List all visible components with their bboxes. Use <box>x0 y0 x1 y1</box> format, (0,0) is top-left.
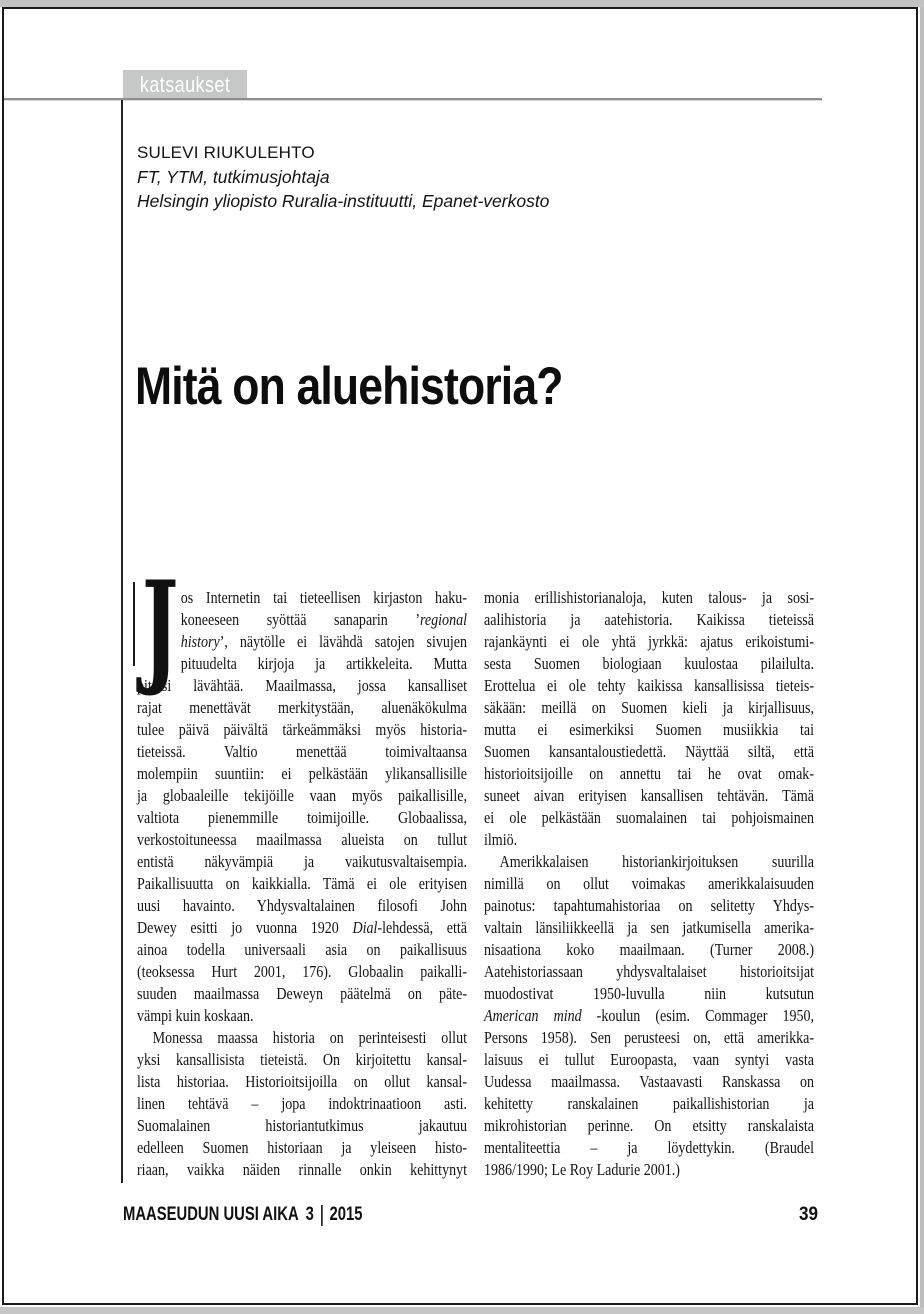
body-line: molempiin suuntiin: ei pelkästään ylikansallisille <box>137 764 467 783</box>
body-line: verkostoituneessa maailmassa alueista on tullut <box>137 830 467 849</box>
body-line: mutta ei esimerkiksi Suomen musiikkia tai <box>484 720 814 739</box>
footer-journal-name: MAASEUDUN UUSI AIKA <box>123 1204 299 1225</box>
body-line: yksi kansallisista tieteistä. On kirjoitettu kansal- <box>137 1050 467 1069</box>
body-line: laisuus ei tullut Euroopasta, vaan syntyi vasta <box>484 1050 814 1069</box>
author-name: SULEVI RIUKULEHTO <box>137 143 315 162</box>
body-line: aalihistoria ja aatehistoria. Kaikissa tieteissä <box>484 610 814 629</box>
dropcap-hairline <box>133 582 135 666</box>
section-label: katsaukset <box>139 72 231 97</box>
page-number: 39 <box>798 1204 818 1225</box>
body-line: suuden maailmassa Deweyn päätelmä on päte- <box>137 984 467 1003</box>
body-line: os Internetin tai tieteellisen kirjaston haku- <box>180 588 467 607</box>
body-line: mentaliteettia – ja löydettykin. (Braudel <box>484 1138 814 1157</box>
author-affiliation: Helsingin yliopisto Ruralia-instituutti, Epanet-verkosto <box>137 191 550 211</box>
body-line: säkään: meillä on Suomen kieli ja kirjallisuus, <box>484 698 814 717</box>
body-line: Monessa maassa historia on perinteisesti ollut <box>152 1028 468 1047</box>
body-line: nimillä on ollut voimakas amerikkalaisuuden <box>484 874 814 893</box>
body-line: ei ole pelkästään suomalainen tai pohjoismainen <box>484 808 814 827</box>
body-line: Dewey esitti jo vuonna 1920 Dial-lehdessä, että <box>137 918 468 937</box>
body-line: sesta Suomen biologiaan kuulostaa pilailulta. <box>484 654 814 673</box>
body-line: kehitetty ranskalainen paikallishistorian ja <box>484 1094 814 1113</box>
body-column-left <box>137 587 467 1181</box>
footer-issue: 3 <box>305 1204 314 1225</box>
body-line: ja globaaleille tekijöille vaan myös paikallisille, <box>137 786 467 805</box>
body-line: painotus: tapahtumahistoriaa on selitetty Yhdys- <box>484 896 814 915</box>
scan-edge-right <box>920 7 924 1307</box>
body-line: edelleen Suomen historiaan ja yleiseen histo- <box>137 1138 467 1157</box>
body-line: Amerikkalaisen historiankirjoituksen suurilla <box>499 852 814 871</box>
body-line: riaan, vaikka näiden rinnalle onkin kehittynyt <box>137 1160 467 1179</box>
body-column-right <box>484 587 814 1181</box>
body-line: Aatehistoriassaan yhdysvaltalaiset historioitsijat <box>484 962 814 981</box>
body-line: ilmiö. <box>484 830 518 849</box>
body-line: valtiota pienemmille toimijoille. Globaalissa, <box>137 808 467 827</box>
section-label-box <box>123 70 247 99</box>
body-line: Uudessa maailmassa. Vastaavasti Ranskassa on <box>484 1072 814 1091</box>
body-line: lista historiaa. Historioitsijoilla on ollut kansal- <box>137 1072 467 1091</box>
dropcap-letter: J <box>142 555 179 700</box>
body-line: vämpi kuin koskaan. <box>137 1006 254 1025</box>
margin-rule <box>121 100 123 1183</box>
body-line: nisaationa koko maailmaan. (Turner 2008.) <box>484 940 814 959</box>
body-line: koneeseen syöttää sanaparin ’regional <box>180 610 467 629</box>
body-line: muodostivat 1950-luvulla niin kutsutun <box>484 984 814 1003</box>
body-line: mikrohistorian perinne. On etsitty ranskalaista <box>484 1116 814 1135</box>
body-line: tulee päivä päivältä tärkeämmäksi myös historia- <box>137 720 467 739</box>
body-line: pituudelta kirjoja ja artikkeleita. Mutta <box>180 654 467 673</box>
body-line: American mind -koulun (esim. Commager 1950, <box>484 1006 814 1025</box>
body-line: 1986/1990; Le Roy Ladurie 2001.) <box>484 1160 680 1179</box>
scan-edge-top <box>0 0 924 7</box>
body-line: rajat menettävät merkitystään, aluenäkökulma <box>137 698 467 717</box>
footer-divider <box>321 1205 323 1226</box>
body-line: Erottelua ei ole tehty kaikissa kansallisissa tieteis- <box>484 676 814 695</box>
body-line: ainoa todella universaali asia on paikallisuus <box>137 940 467 959</box>
article-title: Mitä on aluehistoria? <box>135 357 563 416</box>
body-line: Paikallisuutta on kaikkialla. Tämä ei ole erityisen <box>137 874 467 893</box>
body-line: uusi havainto. Yhdysvaltalainen filosofi John <box>137 896 467 915</box>
body-line: linen tehtävä – jopa indoktrinaatioon asti. <box>137 1094 467 1113</box>
body-line: valtain länsiliikkeellä ja sen jatkumisella amerika- <box>484 918 814 937</box>
body-line: suneet aivan erityisen kansallisen tehtävän. Tämä <box>484 786 814 805</box>
body-line: Suomen kansantaloustiedettä. Näyttää siltä, että <box>484 742 814 761</box>
body-line: history’, näytölle ei lävähdä satojen sivujen <box>180 632 467 651</box>
footer-journal-line <box>123 1204 363 1226</box>
body-line: rajankäynti ei ole yhtä jyrkkä: ajatus erikoistumi- <box>484 632 814 651</box>
author-block <box>137 141 697 213</box>
body-line: entistä näkyvämpiä ja vaikutusvaltaisempia. <box>137 852 467 871</box>
body-line: historioitsijoille on annettu tai he ovat omak- <box>484 764 814 783</box>
footer-year: 2015 <box>329 1204 363 1225</box>
body-line: Suomalainen historiantutkimus jakautuu <box>137 1116 467 1135</box>
body-line: pitäisi lävähtää. Maailmassa, jossa kansalliset <box>137 676 467 695</box>
body-line: monia erillishistorianaloja, kuten talous- ja sosi- <box>484 588 814 607</box>
body-line: (teoksessa Hurt 2001, 176). Globaalin paikalli- <box>137 962 467 981</box>
body-line: Persons 1958). Sen perusteesi on, että amerikka- <box>484 1028 814 1047</box>
header-rule <box>4 98 822 100</box>
author-titles: FT, YTM, tutkimusjohtaja <box>137 167 330 187</box>
body-line: tieteissä. Valtio menettää toimivaltaansa <box>137 742 467 761</box>
scan-edge-bottom <box>0 1307 924 1314</box>
